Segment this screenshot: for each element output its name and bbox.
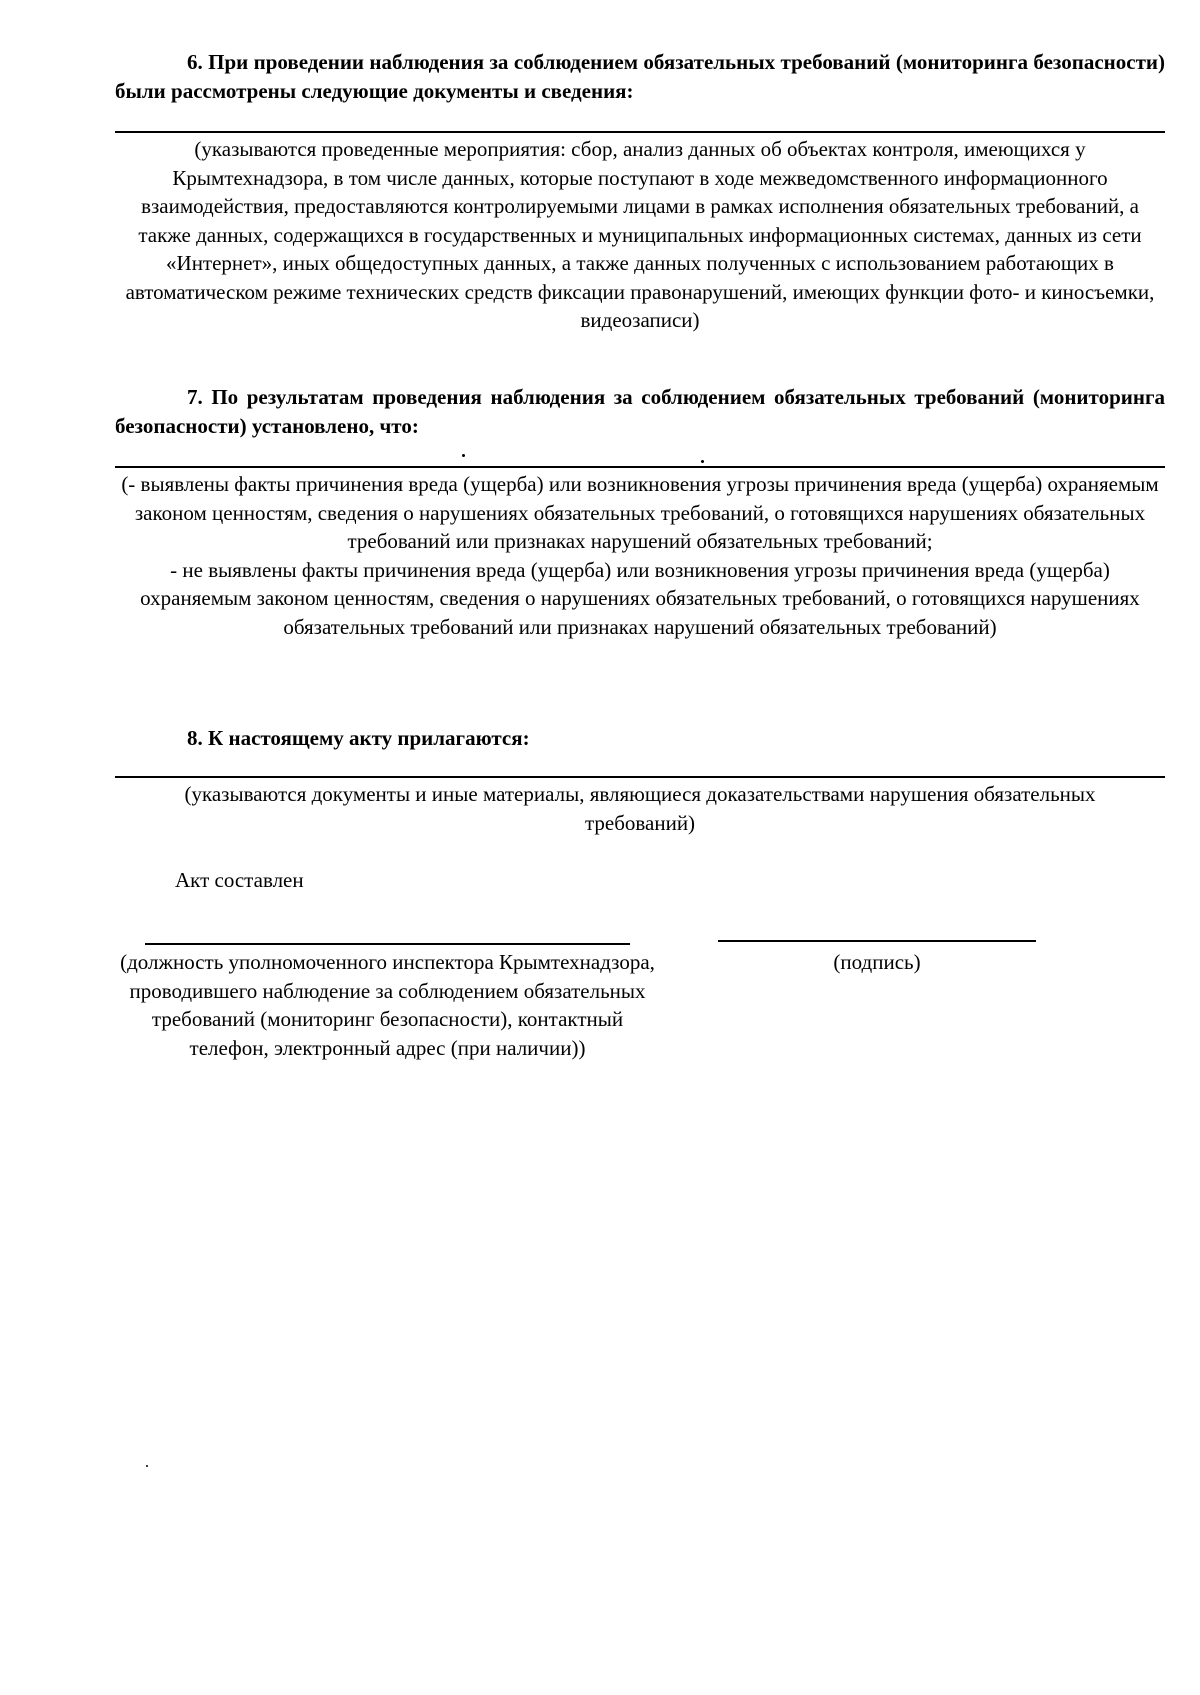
section-6-note-text: (указываются проведенные мероприятия: сбор, анализ данных об объектах контроля, имеющихся у Крымтехнадзора, в том числе данных, которые поступают в ходе межведомственного информационного взаимодействия, предоставляются контролируемыми лицами в рамках исполнения обязательных требований, а также данных, содержащихся в государственных и муниципальных информационных системах, данных из сети «Интернет», иных общедоступных данных, а также данных полученных с использованием работающих в автоматическом режиме технических средств фиксации правонарушений, имеющих функции фото- и киносъемки, видеозаписи) bbox=[125, 137, 1155, 332]
section-7-heading: 7. По результатам проведения наблюдения за соблюдением обязательных требований (мониторинга безопасности) установлено, что: bbox=[115, 385, 1165, 438]
scan-speck bbox=[462, 454, 465, 457]
section-7-note-not-found: - не выявлены факты причинения вреда (ущерба) или возникновения угрозы причинения вреда (ущерба) охраняемым законом ценностям, сведения о нарушениях обязательных требований, о готовящихся нарушениях обязательных требований или признаках нарушений обязательных требований) bbox=[140, 557, 1140, 639]
section-8-note-text: (указываются документы и иные материалы, являющиеся доказательствами нарушения обязательных требований) bbox=[184, 782, 1096, 835]
scan-speck bbox=[146, 1465, 148, 1467]
section-7-note bbox=[115, 470, 1165, 641]
scan-speck bbox=[701, 460, 704, 463]
inspector-caption: (должность уполномоченного инспектора Крымтехнадзора, проводившего наблюдение за соблюдением обязательных требований (мониторинг безопасности), контактный телефон, электронный адрес (при наличии)) bbox=[120, 950, 655, 1060]
section-6-fill-line bbox=[115, 131, 1165, 133]
signature-caption: (подпись) bbox=[833, 950, 921, 974]
section-7-note-found: (- выявлены факты причинения вреда (ущерба) или возникновения угрозы причинения вреда (ущерба) охраняемым законом ценностям, сведения о нарушениях обязательных требований, о готовящихся нарушениях обязательных требований или признаках нарушений обязательных требований; bbox=[121, 472, 1159, 553]
signature-fill-line bbox=[718, 940, 1036, 942]
section-7-fill-line bbox=[115, 466, 1165, 468]
act-compiled-label: Акт составлен bbox=[175, 868, 304, 892]
section-8-fill-line bbox=[115, 776, 1165, 778]
section-8-note bbox=[180, 780, 1100, 837]
section-6-note bbox=[115, 135, 1165, 335]
section-6-heading: 6. При проведении наблюдения за соблюдением обязательных требований (мониторинга безопасности) были рассмотрены следующие документы и сведения: bbox=[115, 50, 1165, 103]
section-8-heading: 8. К настоящему акту прилагаются: bbox=[187, 726, 530, 750]
inspector-fill-line bbox=[145, 943, 630, 945]
